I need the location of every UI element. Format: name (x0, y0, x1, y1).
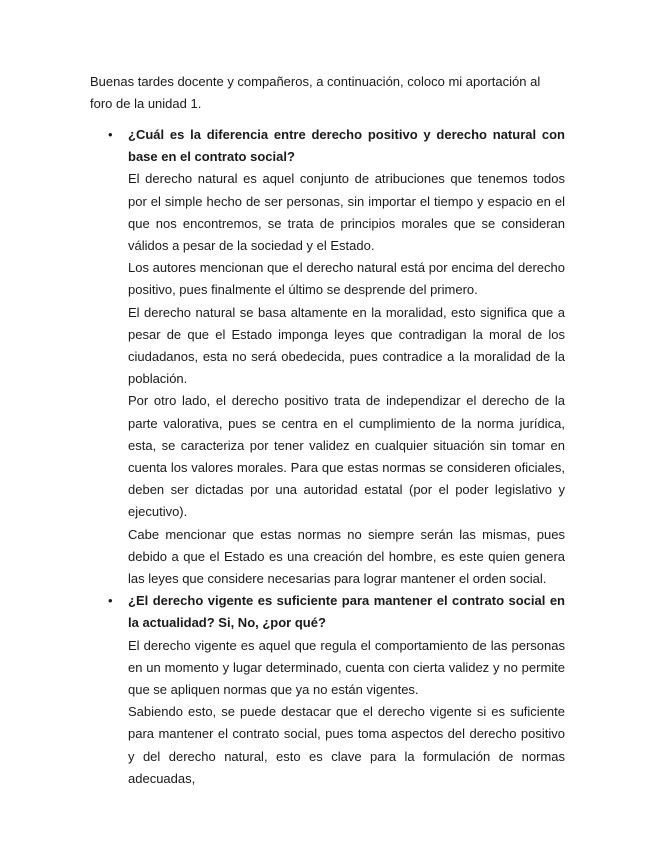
answer-paragraph: Sabiendo esto, se puede destacar que el derecho vigente si es suficiente para mantener el contrato social, pues toma aspectos del derecho positivo y del derecho natural, esto es clave para la formulación de normas adecuadas, (128, 704, 565, 786)
question-heading: ¿El derecho vigente es suficiente para mantener el contrato social en la actualidad? Si, No, ¿por qué? (128, 593, 565, 631)
question-heading: ¿Cuál es la diferencia entre derecho positivo y derecho natural con base en el contrato social? (128, 127, 565, 165)
answer-paragraph: Los autores mencionan que el derecho natural está por encima del derecho positivo, pues finalmente el último se desprende del primero. (128, 260, 565, 298)
answer-paragraph: Por otro lado, el derecho positivo trata de independizar el derecho de la parte valorativa, pues se centra en el cumplimiento de la norma jurídica, esta, se caracteriza por tener validez en cualquier situación sin tomar en cuenta los valores morales. Para que estas normas se consideren oficiales, deben ser dictadas por una autoridad estatal (por el poder legislativo y ejecutivo). (128, 393, 565, 520)
question-item-2 (90, 590, 565, 790)
answer-paragraph: El derecho natural se basa altamente en la moralidad, esto significa que a pesar de que el Estado imponga leyes que contradigan la moral de los ciudadanos, esta no será obedecida, pues contradice a la moralidad de la población. (128, 304, 565, 387)
answer-paragraph: Cabe mencionar que estas normas no siempre serán las mismas, pues debido a que el Estado es una creación del hombre, es este quien genera las leyes que considere necesarias para lograr mantener el orden social. (128, 526, 565, 587)
answer-paragraph: El derecho natural es aquel conjunto de atribuciones que tenemos todos por el simple hecho de ser personas, sin importar el tiempo y espacio en el que nos encontremos, se trata de principios morales que se consideran válidos a pesar de la sociedad y el Estado. (128, 171, 565, 254)
bullet-icon: • (108, 593, 113, 609)
question-item-1 (90, 124, 565, 590)
bullet-icon: • (108, 127, 113, 142)
question-list (90, 124, 565, 790)
intro-paragraph: Buenas tardes docente y compañeros, a continuación, coloco mi aportación al foro de la unidad 1. (90, 74, 541, 112)
answer-paragraph: El derecho vigente es aquel que regula el comportamiento de las personas en un momento y lugar determinado, cuenta con cierta validez y no permite que se apliquen normas que ya no están vigentes. (128, 637, 565, 698)
